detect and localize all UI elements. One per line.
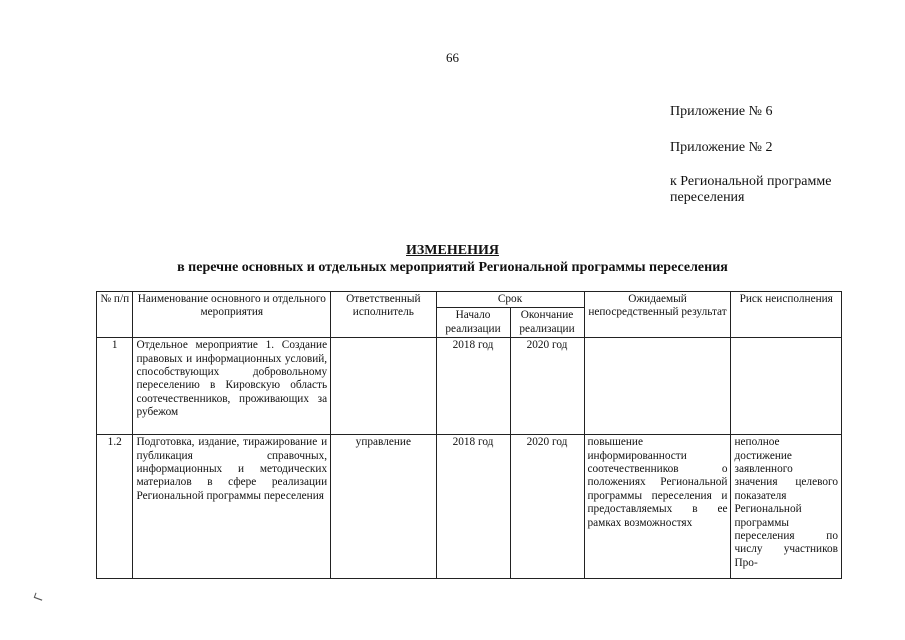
title-heading: ИЗМЕНЕНИЯ — [406, 243, 499, 258]
document-title — [0, 242, 905, 276]
cell-executor: управление — [331, 435, 436, 579]
header-executor: Ответственный исполнитель — [331, 292, 436, 338]
cell-name: Отдельное мероприятие 1. Создание правовых и информационных условий, способствующих добровольному переселению в Кировскую область соотечественников, проживающих за рубежом — [133, 338, 331, 435]
table-row — [97, 338, 842, 435]
header-result: Ожидаемый непосредственный результат — [584, 292, 731, 338]
appendix-line-1: Приложение № 6 — [670, 104, 773, 119]
header-num: № п/п — [97, 292, 133, 338]
measures-table — [96, 291, 842, 579]
cell-executor — [331, 338, 436, 435]
header-risk: Риск неисполнения — [731, 292, 842, 338]
cell-num: 1.2 — [97, 435, 133, 579]
appendix-line-2: Приложение № 2 — [670, 140, 773, 155]
cell-start: 2018 год — [436, 435, 510, 579]
page-number: 66 — [446, 50, 459, 65]
table-row — [97, 435, 842, 579]
header-start: Начало реализации — [436, 308, 510, 338]
appendix-line-3: к Региональной программе переселения — [670, 174, 832, 205]
header-term: Срок — [436, 292, 584, 308]
cell-risk: неполное достижение заявленного значения целевого показателя Региональной программы переселения по числу участников Про- — [731, 435, 842, 579]
cell-result — [584, 338, 731, 435]
margin-handwritten-mark: ᒥ — [31, 591, 47, 603]
cell-start: 2018 год — [436, 338, 510, 435]
header-row — [97, 292, 842, 308]
cell-num: 1 — [97, 338, 133, 435]
cell-name: Подготовка, издание, тиражирование и публикация справочных, информационных и методических материалов в сфере реализации Региональной программы переселения — [133, 435, 331, 579]
cell-end: 2020 год — [510, 435, 584, 579]
cell-risk — [731, 338, 842, 435]
header-end: Окончание реализации — [510, 308, 584, 338]
cell-result: повышение информированности соотечественников о положениях Региональной программы переселения и предоставляемых в ее рамках возможностях — [584, 435, 731, 579]
title-subheading: в перечне основных и отдельных мероприятий Региональной программы переселения — [177, 260, 728, 275]
cell-end: 2020 год — [510, 338, 584, 435]
header-name: Наименование основного и отдельного мероприятия — [133, 292, 331, 338]
